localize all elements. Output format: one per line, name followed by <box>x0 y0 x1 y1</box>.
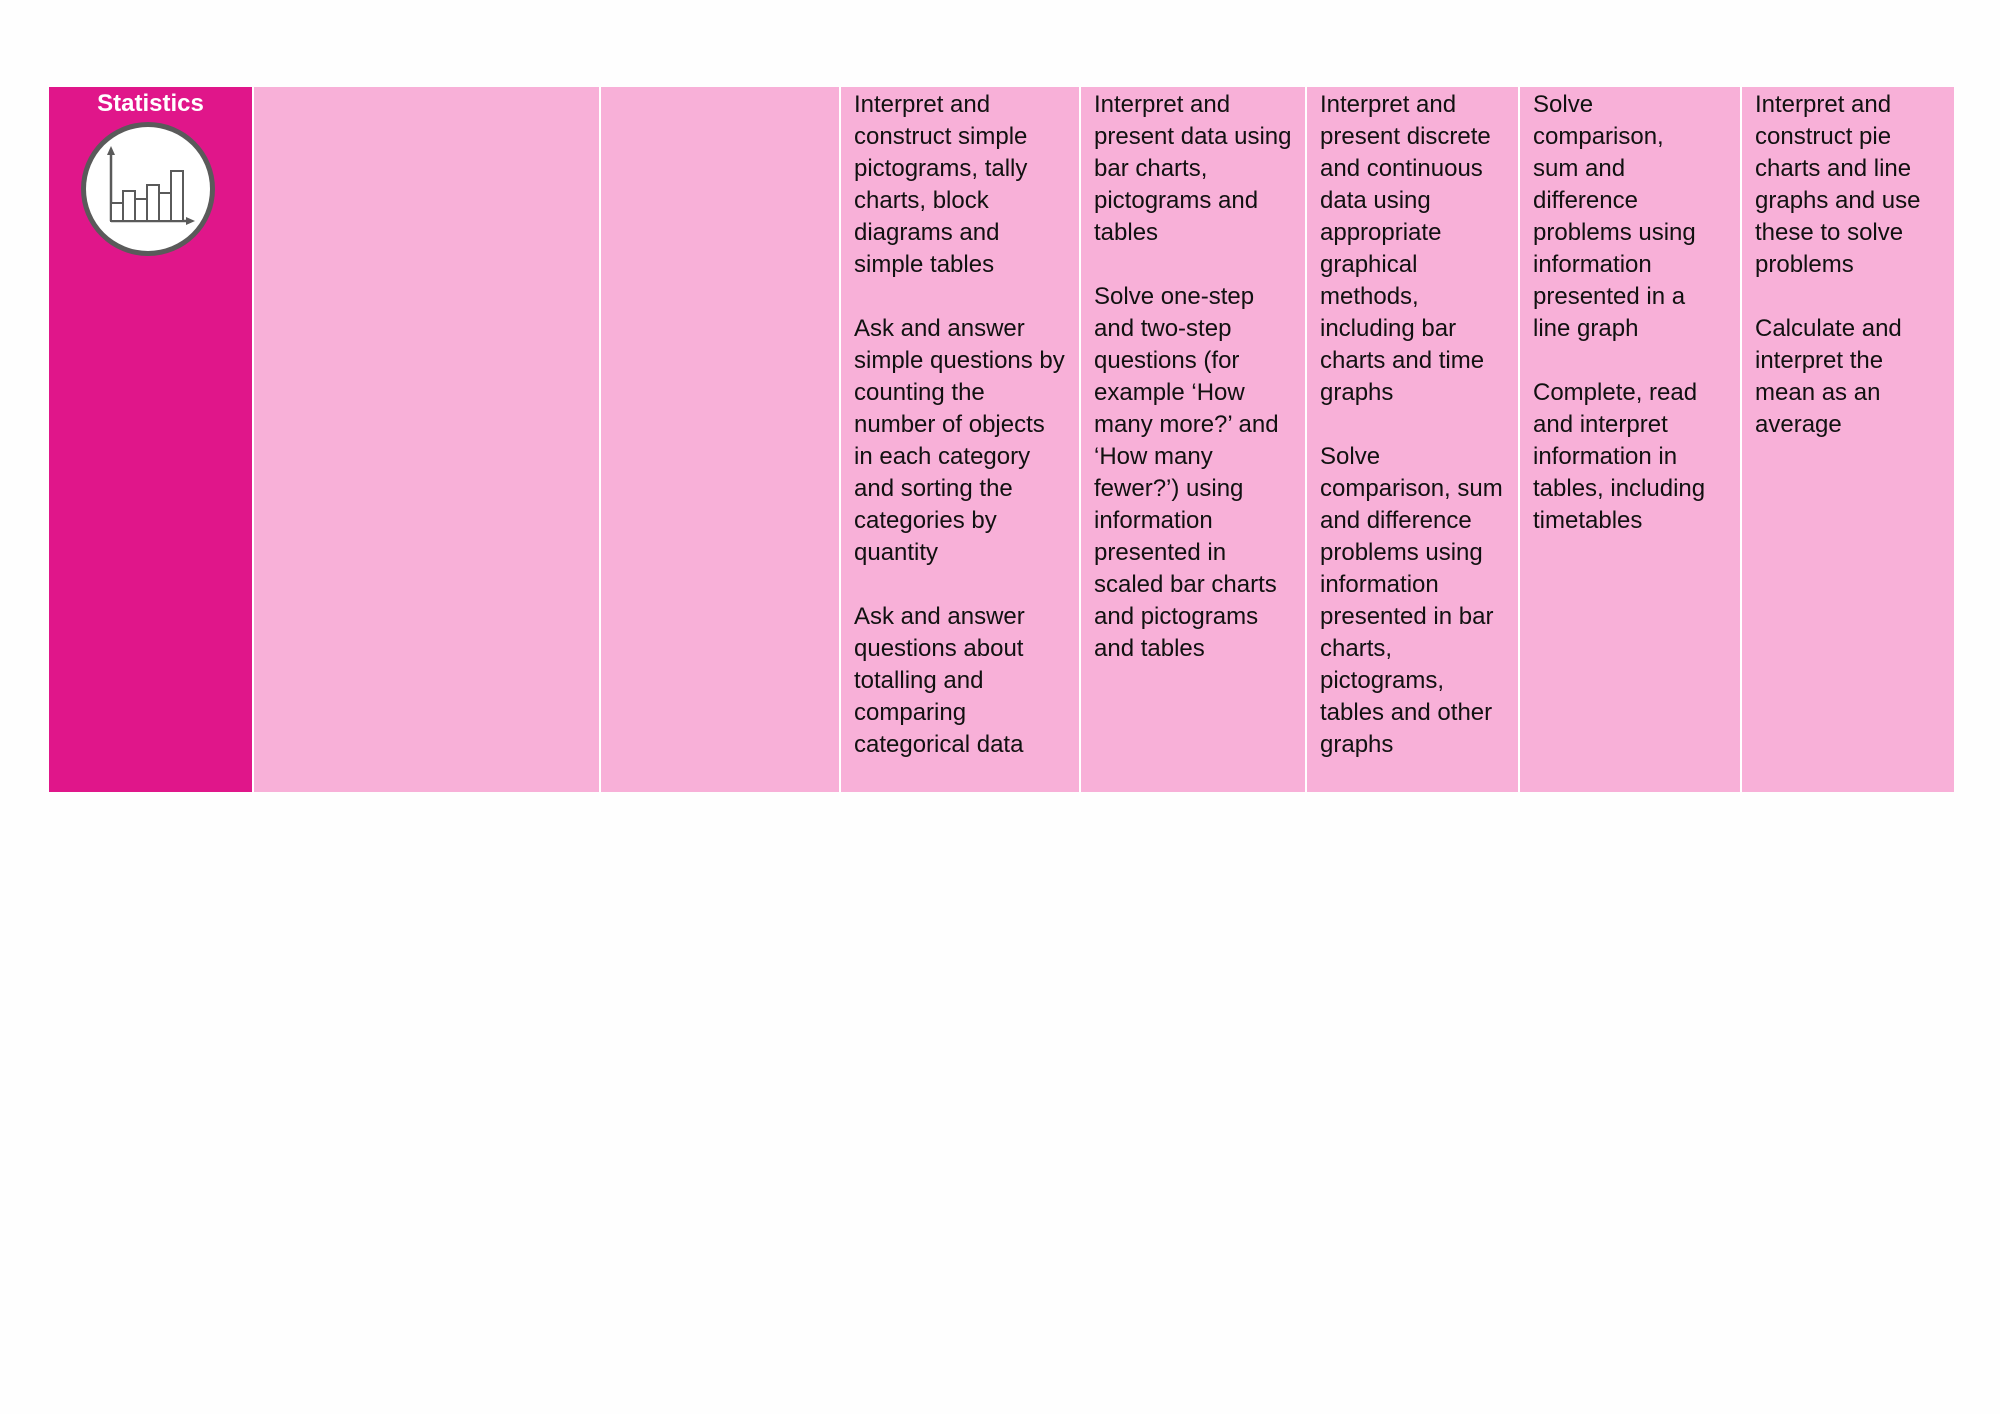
empty-cell <box>601 87 841 792</box>
objective-cell <box>1081 87 1307 792</box>
topic-cell <box>49 87 254 792</box>
objective-cell <box>1307 87 1520 792</box>
objective-statement: Solve one-step and two-step questions (for example ‘How many more?’ and ‘How many fewer?’) using information presented in scaled bar charts and pictograms and tables <box>1094 283 1279 662</box>
objective-statement: Interpret and construct pie charts and line graphs and use these to solve problems <box>1755 91 1921 278</box>
objective-statement: Interpret and present discrete and continuous data using appropriate graphical methods, including bar charts and time graphs <box>1320 91 1491 406</box>
bar-chart-icon <box>78 119 218 259</box>
objective-cell <box>1742 87 1954 792</box>
objective-statement: Solve comparison, sum and difference problems using information presented in a line graph <box>1533 91 1696 342</box>
objective-statement: Interpret and construct simple pictograms, tally charts, block diagrams and simple tables <box>854 91 1028 278</box>
objective-statement: Ask and answer questions about totalling and comparing categorical data <box>854 603 1025 758</box>
topic-title: Statistics <box>97 90 204 117</box>
objective-statement: Calculate and interpret the mean as an average <box>1755 315 1902 438</box>
objective-statement: Interpret and present data using bar charts, pictograms and tables <box>1094 91 1292 246</box>
objective-statement: Ask and answer simple questions by counting the number of objects in each category and sorting the categories by quantity <box>854 315 1065 566</box>
objective-statement: Complete, read and interpret information in tables, including timetables <box>1533 379 1706 534</box>
statistics-row <box>49 87 1954 792</box>
objective-cell <box>841 87 1081 792</box>
objective-statement: Solve comparison, sum and difference problems using information presented in bar charts, pictograms, tables and other graphs <box>1320 443 1503 758</box>
objective-cell <box>1520 87 1742 792</box>
empty-cell <box>254 87 601 792</box>
